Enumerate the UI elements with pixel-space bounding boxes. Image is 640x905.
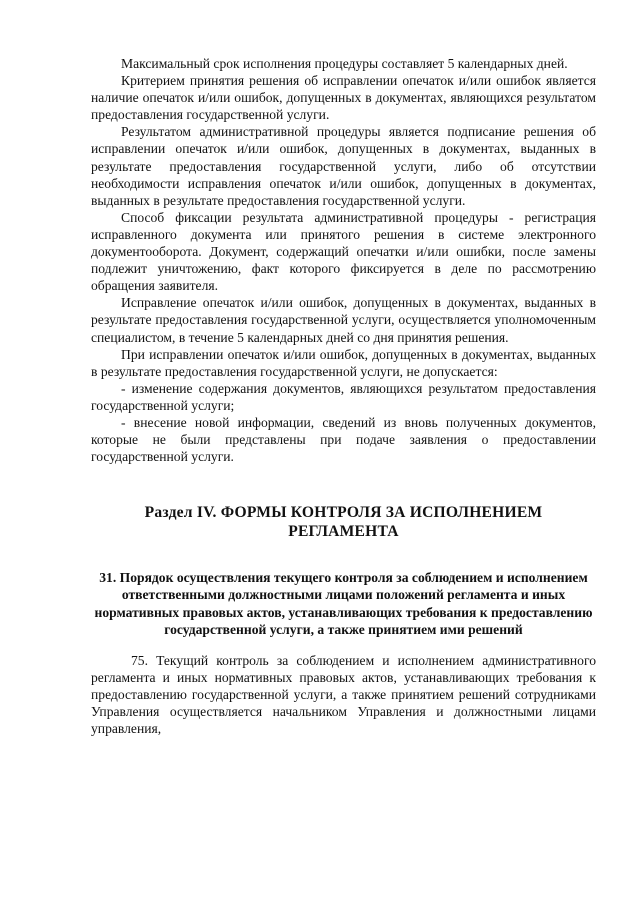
section-title: Раздел IV. ФОРМЫ КОНТРОЛЯ ЗА ИСПОЛНЕНИЕМ РЕГЛАМЕНТА xyxy=(144,504,543,541)
list-item-content-change: - изменение содержания документов, являющихся результатом предоставления государственной услуги; xyxy=(91,380,596,413)
subsection-title: 31. Порядок осуществления текущего контроля за соблюдением и исполнением ответственными должностными лицами положений регламента и иных нормативных правовых актов, устанавливающих требования к предоставлению государственной услуги, а также принятием ими решений xyxy=(94,570,593,637)
paragraph-not-allowed: При исправлении опечаток и/или ошибок, допущенных в документах, выданных в результате предоставления государственной услуги, не допускается: xyxy=(91,346,596,379)
paragraph-criterion: Критерием принятия решения об исправлении опечаток и/или ошибок является наличие опечаток и/или ошибок, допущенных в документах, являющихся результатом предоставления государственной услуги. xyxy=(91,73,596,123)
paragraph-max-term: Максимальный срок исполнения процедуры составляет 5 календарных дней. xyxy=(121,56,568,71)
list-item-new-info: - внесение новой информации, сведений из вновь полученных документов, которые не были представлены при подаче заявления о предоставлении государственной услуги. xyxy=(91,414,596,465)
paragraph-result: Результатом административной процедуры является подписание решения об исправлении опечаток и/или ошибок, допущенных в документах, выданных в результате предоставления государственной услуги, либо об отсутствии необходимости исправления опечаток и/или ошибок, допущенных в документах, выданных в результате предоставления государственной услуги. xyxy=(91,124,596,208)
paragraph-fixation: Способ фиксации результата административной процедуры - регистрация исправленного документа или принятого решения в системе электронного документооборота. Документ, содержащий опечатки и/или ошибки, после замены подлежит уничтожению, факт которого фиксируется в деле по рассмотрению обращения заявителя. xyxy=(91,209,596,294)
paragraph-75: 75. Текущий контроль за соблюдением и исполнением административного регламента и иных нормативных правовых актов, устанавливающих требования к предоставлению государственной услуги, а также принятием решений сотрудниками Управления осуществляется начальником Управления и должностными лицами управления, xyxy=(91,653,596,737)
document-page xyxy=(91,55,596,738)
paragraph-correction: Исправление опечаток и/или ошибок, допущенных в документах, выданных в результате предоставления государственной услуги, осуществляется уполномоченным специалистом, в течение 5 календарных дней со дня принятия решения. xyxy=(91,295,596,345)
